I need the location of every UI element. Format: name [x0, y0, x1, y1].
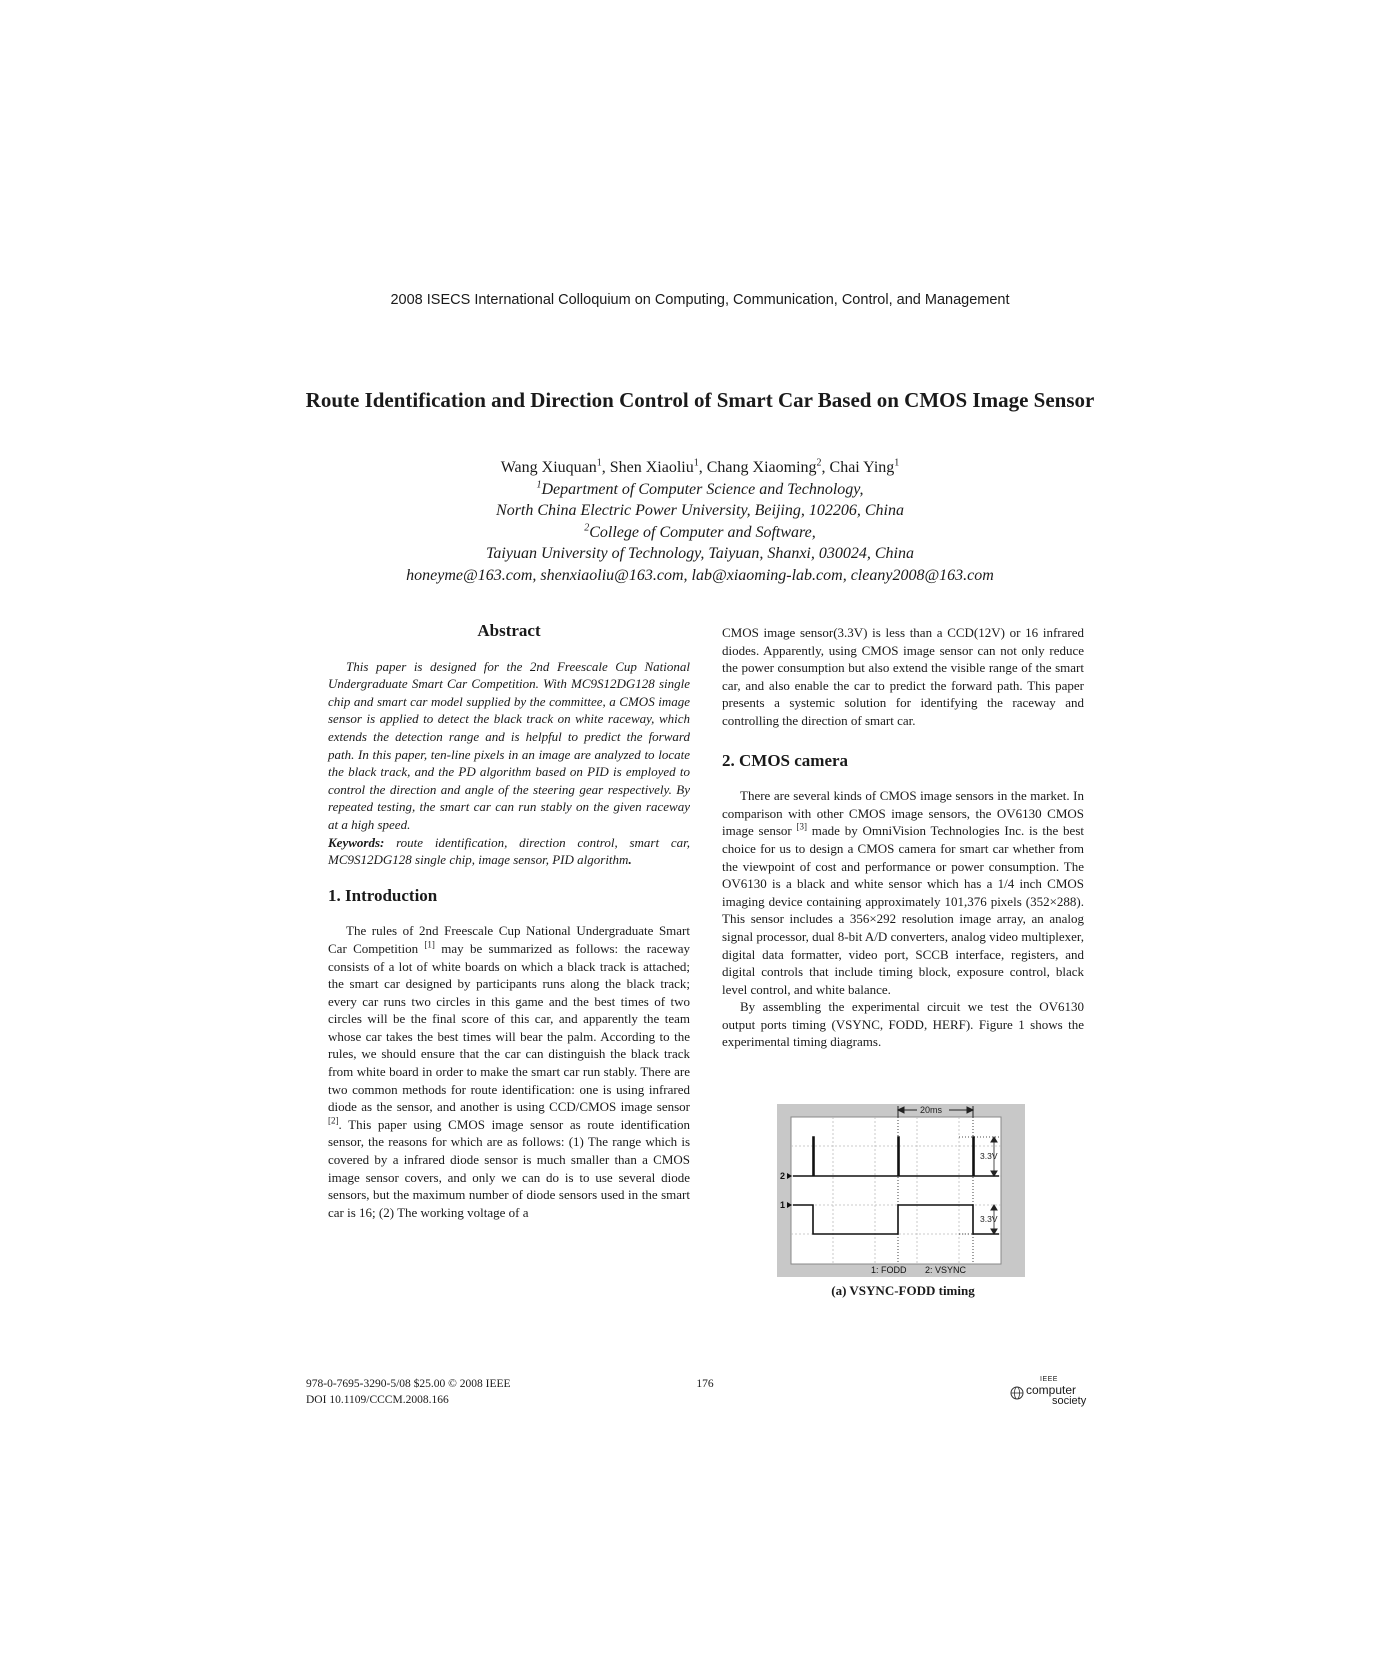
oscilloscope-plot [777, 1104, 1025, 1277]
timing-diagram-figure [777, 1104, 1025, 1277]
author-name: Wang Xiuquan [500, 459, 597, 476]
voltage-label: 3.3V [980, 1151, 998, 1161]
ieee-globe-icon [1010, 1386, 1024, 1400]
left-column [328, 622, 690, 1221]
keywords-label: Keywords: [328, 834, 385, 850]
ieee-computer-society-logo [1010, 1376, 1090, 1410]
legend-vsync: 2: VSYNC [925, 1265, 967, 1275]
abstract-text: This paper is designed for the 2nd Freescale Cup National Undergraduate Smart Car Competition. With MC9S12DG128 single chip and smart car model supplied by the committee, a CMOS image sensor is applied to detect the black track on white raceway, which extends the detection range and is helpful to predict the forward path. In this paper, ten-line pixels in an image are analyzed to locate the black track, and the PD algorithm based on PID is employed to control the direction and angle of the steering gear respectively. By repeated testing, the smart car can run stably on the given raceway at a high speed. [328, 658, 690, 832]
author-affiliation-mark: 1 [596, 457, 602, 469]
paper-title: Route Identification and Direction Control of Smart Car Based on CMOS Image Sensor [305, 388, 1095, 412]
keywords: Keywords: route identification, direction control, smart car, MC9S12DG128 single chip, image sensor, PID algorithm. [328, 834, 690, 868]
author-affiliation-mark: 1 [894, 457, 900, 469]
citation-ref: [1] [424, 939, 435, 950]
citation-ref: [3] [796, 822, 808, 833]
affiliation-2-address: Taiyuan University of Technology, Taiyuan, Shanxi, 030024, China [485, 545, 914, 562]
affiliation-1: $^1$Department of Computer Science and Technology, [536, 479, 864, 498]
logo-ieee-text: IEEE [1040, 1376, 1058, 1383]
period-label: 20ms [920, 1105, 943, 1115]
channel-1-marker: 1 [780, 1200, 786, 1210]
cmos-camera-paragraph-2: By assembling the experimental circuit we test the OV6130 output ports timing (VSYNC, FODD, HERF). Figure 1 shows the experimental timing diagrams. [722, 999, 1084, 1050]
doi-line: DOI 10.1109/CCCM.2008.166 [306, 1394, 449, 1406]
right-column [722, 624, 1084, 1051]
affiliation-2: $^2$College of Computer and Software, [584, 522, 816, 541]
author-name: Chai Ying [829, 459, 895, 476]
footer-left [306, 1376, 511, 1408]
channel-2-marker: 2 [780, 1171, 786, 1181]
abstract-heading: Abstract [477, 621, 541, 640]
legend-fodd: 1: FODD [871, 1265, 907, 1275]
author-list: Wang Xiuquan$^1$, Shen Xiaoliu$^1$, Chang Xiaoming$^2$, Chai Ying$^1$ [500, 457, 900, 476]
isbn-line: 978-0-7695-3290-5/08 $25.00 © 2008 IEEE [306, 1378, 511, 1390]
citation-ref: [2] [328, 1115, 339, 1126]
page-number: 176 [696, 1378, 714, 1390]
author-block [300, 457, 1100, 586]
conference-header: 2008 ISECS International Colloquium on Computing, Communication, Control, and Management [390, 292, 1010, 308]
figure-caption: (a) VSYNC-FODD timing [831, 1283, 975, 1298]
logo-computer-text: computer [1026, 1383, 1077, 1397]
introduction-continuation: CMOS image sensor(3.3V) is less than a CCD(12V) or 16 infrared diodes. Apparently, using CMOS image sensor can not only reduce the power consumption but also extend the visible range of the smart car, and also enable the car to predict the forward path. This paper presents a systemic solution for identifying the raceway and controlling the direction of smart car. [722, 625, 1084, 728]
keywords-text: route identification, direction control, smart car, MC9S12DG128 single chip, image sensor, PID algorithm [328, 834, 690, 868]
voltage-label: 3.3V [980, 1214, 998, 1224]
logo-society-text: society [1052, 1395, 1087, 1407]
author-name: Shen Xiaoliu [609, 459, 694, 476]
affiliation-1-address: North China Electric Power University, Beijing, 102206, China [496, 502, 904, 519]
author-emails: honeyme@163.com, shenxiaoliu@163.com, lab@xiaoming-lab.com, cleany2008@163.com [406, 566, 994, 584]
introduction-paragraph: The rules of 2nd Freescale Cup National Undergraduate Smart Car Competition [1] may be summarized as follows: the raceway consists of a lot of white boards on which a black track is attached; the smart car designed by participants runs along the black track; every car runs two circles in this game and the best times of two circles will be the final score of this car, and apparently the team whose car takes the best times will bear the palm. According to the rules, we should ensure that the car can distinguish the black track from white board in order to make the smart car run stably. There are two common methods for route identification: one is using infrared diode as the sensor, and another is using CCD/CMOS image sensor [2]. This paper using CMOS image sensor as route identification sensor, the reasons for which are as follows: (1) The range which is covered by a infrared diode sensor is much smaller than a CMOS image sensor covers, and only we can do is to use several diode sensors, but the maximum number of diode sensors used in the smart car is 16; (2) The working voltage of a [328, 923, 690, 1220]
author-affiliation-mark: 1 [693, 457, 699, 469]
author-name: Chang Xiaoming [706, 459, 817, 476]
introduction-heading: 1. Introduction [328, 885, 438, 905]
cmos-camera-heading: 2. CMOS camera [722, 750, 849, 770]
author-affiliation-mark: 2 [816, 457, 822, 469]
cmos-camera-paragraph: There are several kinds of CMOS image sensors in the market. In comparison with other CMOS image sensors, the OV6130 CMOS image sensor [3] made by OmniVision Technologies Inc. is the best choice for us to design a CMOS camera for smart car whether from the viewpoint of cost and performance or power consumption. The OV6130 is a black and white sensor which has a 1/4 inch CMOS imaging device containing approximately 101,376 pixels (352×288). This sensor includes a 356×292 resolution image array, an analog signal processor, dual 8-bit A/D converters, analog video multiplexer, digital data formatter, video port, SCCB interface, registers, and digital controls that include timing block, exposure control, black level control, and white balance. [722, 788, 1085, 997]
